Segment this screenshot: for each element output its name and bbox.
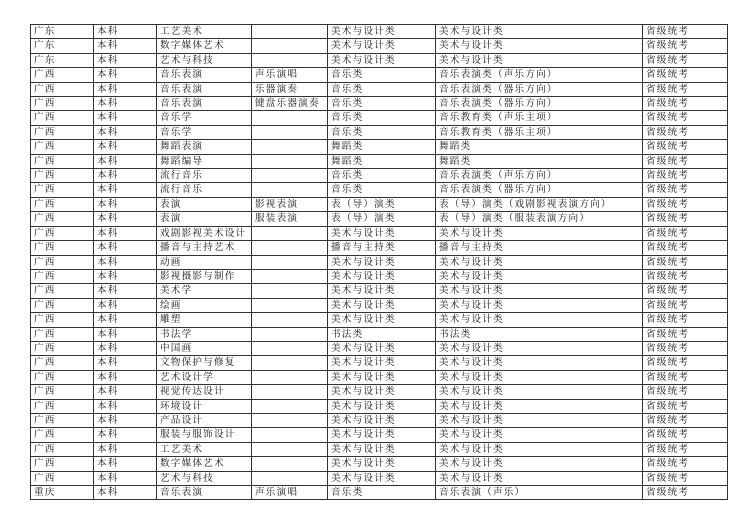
direction-cell xyxy=(252,125,328,139)
exam-type-cell: 美术与设计类 xyxy=(436,385,643,399)
level-cell: 本科 xyxy=(94,25,157,39)
table-row xyxy=(31,313,728,327)
exam-type-cell: 美术与设计类 xyxy=(436,226,643,240)
category-cell: 美术与设计类 xyxy=(328,25,436,39)
level-cell: 本科 xyxy=(94,413,157,427)
exam-level-cell: 省级统考 xyxy=(643,356,728,370)
table-row xyxy=(31,140,728,154)
table-row xyxy=(31,53,728,67)
province-cell: 广西 xyxy=(31,457,94,471)
exam-level-cell: 省级统考 xyxy=(643,183,728,197)
level-cell: 本科 xyxy=(94,39,157,53)
exam-type-cell: 美术与设计类 xyxy=(436,284,643,298)
major-cell: 数字媒体艺术 xyxy=(157,39,252,53)
major-cell: 流行音乐 xyxy=(157,169,252,183)
table-row xyxy=(31,341,728,355)
category-cell: 美术与设计类 xyxy=(328,385,436,399)
direction-cell xyxy=(252,53,328,67)
exam-level-cell: 省级统考 xyxy=(643,39,728,53)
province-cell: 广西 xyxy=(31,442,94,456)
exam-type-cell: 音乐教育类（器乐主项） xyxy=(436,125,643,139)
province-cell: 广西 xyxy=(31,313,94,327)
exam-type-cell: 播音与主持类 xyxy=(436,241,643,255)
exam-level-cell: 省级统考 xyxy=(643,154,728,168)
level-cell: 本科 xyxy=(94,428,157,442)
exam-type-cell: 美术与设计类 xyxy=(436,457,643,471)
exam-type-cell: 美术与设计类 xyxy=(436,298,643,312)
exam-level-cell: 省级统考 xyxy=(643,399,728,413)
direction-cell xyxy=(252,111,328,125)
exam-type-cell: 美术与设计类 xyxy=(436,39,643,53)
exam-level-cell: 省级统考 xyxy=(643,82,728,96)
exam-type-cell: 美术与设计类 xyxy=(436,341,643,355)
major-cell: 艺术与科技 xyxy=(157,53,252,67)
category-cell: 美术与设计类 xyxy=(328,298,436,312)
major-cell: 服装与服饰设计 xyxy=(157,428,252,442)
exam-type-cell: 音乐表演类（声乐方向） xyxy=(436,169,643,183)
category-cell: 舞蹈类 xyxy=(328,154,436,168)
exam-type-cell: 音乐表演类（器乐方向） xyxy=(436,183,643,197)
province-cell: 广西 xyxy=(31,197,94,211)
category-cell: 音乐类 xyxy=(328,68,436,82)
table-row xyxy=(31,241,728,255)
exam-level-cell: 省级统考 xyxy=(643,471,728,485)
province-cell: 广西 xyxy=(31,212,94,226)
direction-cell xyxy=(252,269,328,283)
category-cell: 美术与设计类 xyxy=(328,284,436,298)
exam-type-cell: 美术与设计类 xyxy=(436,428,643,442)
province-cell: 广西 xyxy=(31,241,94,255)
level-cell: 本科 xyxy=(94,125,157,139)
level-cell: 本科 xyxy=(94,457,157,471)
direction-cell xyxy=(252,241,328,255)
level-cell: 本科 xyxy=(94,169,157,183)
province-cell: 广西 xyxy=(31,169,94,183)
direction-cell xyxy=(252,25,328,39)
exam-type-cell: 美术与设计类 xyxy=(436,399,643,413)
exam-level-cell: 省级统考 xyxy=(643,53,728,67)
table-row xyxy=(31,442,728,456)
exam-type-cell: 书法类 xyxy=(436,327,643,341)
exam-type-cell: 表（导）演类（服装表演方向） xyxy=(436,212,643,226)
category-cell: 美术与设计类 xyxy=(328,255,436,269)
major-cell: 书法学 xyxy=(157,327,252,341)
exam-level-cell: 省级统考 xyxy=(643,327,728,341)
exam-level-cell: 省级统考 xyxy=(643,385,728,399)
level-cell: 本科 xyxy=(94,471,157,485)
major-cell: 中国画 xyxy=(157,341,252,355)
exam-type-cell: 美术与设计类 xyxy=(436,442,643,456)
category-cell: 音乐类 xyxy=(328,125,436,139)
exam-level-cell: 省级统考 xyxy=(643,25,728,39)
table-body xyxy=(31,25,728,500)
level-cell: 本科 xyxy=(94,183,157,197)
province-cell: 广东 xyxy=(31,25,94,39)
category-cell: 舞蹈类 xyxy=(328,140,436,154)
province-cell: 广西 xyxy=(31,82,94,96)
province-cell: 广西 xyxy=(31,154,94,168)
major-cell: 舞蹈编导 xyxy=(157,154,252,168)
exam-type-cell: 音乐表演（声乐） xyxy=(436,486,643,500)
level-cell: 本科 xyxy=(94,154,157,168)
table-row xyxy=(31,169,728,183)
province-cell: 广东 xyxy=(31,53,94,67)
category-cell: 美术与设计类 xyxy=(328,428,436,442)
exam-level-cell: 省级统考 xyxy=(643,442,728,456)
direction-cell xyxy=(252,226,328,240)
category-cell: 美术与设计类 xyxy=(328,226,436,240)
table-row xyxy=(31,226,728,240)
level-cell: 本科 xyxy=(94,370,157,384)
table-row xyxy=(31,125,728,139)
exam-type-cell: 美术与设计类 xyxy=(436,370,643,384)
direction-cell xyxy=(252,399,328,413)
direction-cell xyxy=(252,284,328,298)
table-row xyxy=(31,97,728,111)
direction-cell: 乐器演奏 xyxy=(252,82,328,96)
table-row xyxy=(31,327,728,341)
exam-level-cell: 省级统考 xyxy=(643,269,728,283)
province-cell: 广西 xyxy=(31,370,94,384)
exam-type-cell: 美术与设计类 xyxy=(436,471,643,485)
table-row xyxy=(31,111,728,125)
table-row xyxy=(31,486,728,500)
exam-level-cell: 省级统考 xyxy=(643,486,728,500)
major-cell: 美术学 xyxy=(157,284,252,298)
major-cell: 音乐学 xyxy=(157,111,252,125)
exam-level-cell: 省级统考 xyxy=(643,341,728,355)
province-cell: 广西 xyxy=(31,111,94,125)
table-row xyxy=(31,39,728,53)
category-cell: 美术与设计类 xyxy=(328,471,436,485)
level-cell: 本科 xyxy=(94,241,157,255)
category-cell: 美术与设计类 xyxy=(328,370,436,384)
exam-type-cell: 美术与设计类 xyxy=(436,356,643,370)
direction-cell xyxy=(252,327,328,341)
exam-level-cell: 省级统考 xyxy=(643,298,728,312)
table-row xyxy=(31,457,728,471)
level-cell: 本科 xyxy=(94,356,157,370)
level-cell: 本科 xyxy=(94,68,157,82)
table-row xyxy=(31,284,728,298)
level-cell: 本科 xyxy=(94,442,157,456)
table-row xyxy=(31,385,728,399)
level-cell: 本科 xyxy=(94,197,157,211)
table-row xyxy=(31,428,728,442)
province-cell: 广西 xyxy=(31,269,94,283)
exam-level-cell: 省级统考 xyxy=(643,313,728,327)
major-cell: 艺术设计学 xyxy=(157,370,252,384)
direction-cell xyxy=(252,471,328,485)
level-cell: 本科 xyxy=(94,111,157,125)
exam-type-cell: 美术与设计类 xyxy=(436,25,643,39)
category-cell: 音乐类 xyxy=(328,169,436,183)
level-cell: 本科 xyxy=(94,298,157,312)
category-cell: 音乐类 xyxy=(328,486,436,500)
exam-type-cell: 音乐表演类（器乐方向） xyxy=(436,97,643,111)
major-cell: 音乐表演 xyxy=(157,97,252,111)
exam-level-cell: 省级统考 xyxy=(643,241,728,255)
province-cell: 广西 xyxy=(31,413,94,427)
direction-cell: 声乐演唱 xyxy=(252,486,328,500)
province-cell: 广西 xyxy=(31,183,94,197)
level-cell: 本科 xyxy=(94,486,157,500)
exam-level-cell: 省级统考 xyxy=(643,370,728,384)
exam-level-cell: 省级统考 xyxy=(643,125,728,139)
major-cell: 文物保护与修复 xyxy=(157,356,252,370)
direction-cell: 键盘乐器演奏 xyxy=(252,97,328,111)
exam-level-cell: 省级统考 xyxy=(643,457,728,471)
direction-cell xyxy=(252,457,328,471)
province-cell: 广西 xyxy=(31,125,94,139)
direction-cell xyxy=(252,341,328,355)
table-row xyxy=(31,298,728,312)
table-row xyxy=(31,255,728,269)
direction-cell xyxy=(252,428,328,442)
province-cell: 广西 xyxy=(31,327,94,341)
major-cell: 影视摄影与制作 xyxy=(157,269,252,283)
province-cell: 广东 xyxy=(31,39,94,53)
major-cell: 戏剧影视美术设计 xyxy=(157,226,252,240)
level-cell: 本科 xyxy=(94,140,157,154)
category-cell: 美术与设计类 xyxy=(328,341,436,355)
major-cell: 艺术与科技 xyxy=(157,471,252,485)
table-row xyxy=(31,82,728,96)
major-cell: 动画 xyxy=(157,255,252,269)
province-cell: 重庆 xyxy=(31,486,94,500)
level-cell: 本科 xyxy=(94,226,157,240)
category-cell: 美术与设计类 xyxy=(328,413,436,427)
province-cell: 广西 xyxy=(31,471,94,485)
major-cell: 音乐表演 xyxy=(157,486,252,500)
level-cell: 本科 xyxy=(94,53,157,67)
category-cell: 美术与设计类 xyxy=(328,269,436,283)
province-cell: 广西 xyxy=(31,68,94,82)
level-cell: 本科 xyxy=(94,97,157,111)
province-cell: 广西 xyxy=(31,298,94,312)
major-cell: 表演 xyxy=(157,212,252,226)
category-cell: 美术与设计类 xyxy=(328,457,436,471)
exam-level-cell: 省级统考 xyxy=(643,413,728,427)
major-cell: 数字媒体艺术 xyxy=(157,457,252,471)
direction-cell: 声乐演唱 xyxy=(252,68,328,82)
exam-type-cell: 美术与设计类 xyxy=(436,413,643,427)
table-row xyxy=(31,471,728,485)
table-row xyxy=(31,25,728,39)
exam-level-cell: 省级统考 xyxy=(643,226,728,240)
exam-type-cell: 舞蹈类 xyxy=(436,140,643,154)
category-cell: 音乐类 xyxy=(328,82,436,96)
exam-level-cell: 省级统考 xyxy=(643,197,728,211)
admissions-table xyxy=(30,24,728,500)
direction-cell xyxy=(252,370,328,384)
table-row xyxy=(31,183,728,197)
major-cell: 流行音乐 xyxy=(157,183,252,197)
direction-cell: 影视表演 xyxy=(252,197,328,211)
major-cell: 环境设计 xyxy=(157,399,252,413)
province-cell: 广西 xyxy=(31,356,94,370)
table-row xyxy=(31,212,728,226)
exam-level-cell: 省级统考 xyxy=(643,255,728,269)
major-cell: 产品设计 xyxy=(157,413,252,427)
exam-type-cell: 舞蹈类 xyxy=(436,154,643,168)
exam-type-cell: 美术与设计类 xyxy=(436,255,643,269)
major-cell: 绘画 xyxy=(157,298,252,312)
major-cell: 表演 xyxy=(157,197,252,211)
major-cell: 工艺美术 xyxy=(157,25,252,39)
exam-level-cell: 省级统考 xyxy=(643,284,728,298)
level-cell: 本科 xyxy=(94,255,157,269)
exam-level-cell: 省级统考 xyxy=(643,428,728,442)
category-cell: 美术与设计类 xyxy=(328,399,436,413)
category-cell: 播音与主持类 xyxy=(328,241,436,255)
province-cell: 广西 xyxy=(31,399,94,413)
major-cell: 音乐学 xyxy=(157,125,252,139)
table-row xyxy=(31,197,728,211)
direction-cell xyxy=(252,385,328,399)
direction-cell xyxy=(252,356,328,370)
category-cell: 美术与设计类 xyxy=(328,39,436,53)
direction-cell xyxy=(252,154,328,168)
category-cell: 美术与设计类 xyxy=(328,53,436,67)
exam-type-cell: 美术与设计类 xyxy=(436,53,643,67)
direction-cell xyxy=(252,255,328,269)
province-cell: 广西 xyxy=(31,140,94,154)
exam-type-cell: 表（导）演类（戏剧影视表演方向） xyxy=(436,197,643,211)
major-cell: 播音与主持艺术 xyxy=(157,241,252,255)
category-cell: 书法类 xyxy=(328,327,436,341)
direction-cell xyxy=(252,169,328,183)
level-cell: 本科 xyxy=(94,82,157,96)
exam-type-cell: 音乐教育类（声乐主项） xyxy=(436,111,643,125)
province-cell: 广西 xyxy=(31,428,94,442)
direction-cell xyxy=(252,442,328,456)
level-cell: 本科 xyxy=(94,284,157,298)
province-cell: 广西 xyxy=(31,284,94,298)
direction-cell xyxy=(252,413,328,427)
exam-type-cell: 音乐表演类（声乐方向） xyxy=(436,68,643,82)
table-row xyxy=(31,154,728,168)
category-cell: 音乐类 xyxy=(328,111,436,125)
province-cell: 广西 xyxy=(31,97,94,111)
direction-cell xyxy=(252,183,328,197)
table-row xyxy=(31,370,728,384)
direction-cell: 服装表演 xyxy=(252,212,328,226)
exam-level-cell: 省级统考 xyxy=(643,140,728,154)
major-cell: 视觉传达设计 xyxy=(157,385,252,399)
exam-level-cell: 省级统考 xyxy=(643,68,728,82)
category-cell: 表（导）演类 xyxy=(328,212,436,226)
direction-cell xyxy=(252,140,328,154)
exam-level-cell: 省级统考 xyxy=(643,169,728,183)
category-cell: 音乐类 xyxy=(328,97,436,111)
category-cell: 美术与设计类 xyxy=(328,356,436,370)
province-cell: 广西 xyxy=(31,341,94,355)
table-row xyxy=(31,356,728,370)
level-cell: 本科 xyxy=(94,399,157,413)
province-cell: 广西 xyxy=(31,385,94,399)
exam-type-cell: 美术与设计类 xyxy=(436,269,643,283)
table-row xyxy=(31,413,728,427)
direction-cell xyxy=(252,313,328,327)
major-cell: 雕塑 xyxy=(157,313,252,327)
direction-cell xyxy=(252,298,328,312)
exam-level-cell: 省级统考 xyxy=(643,111,728,125)
table-row xyxy=(31,68,728,82)
level-cell: 本科 xyxy=(94,212,157,226)
exam-type-cell: 美术与设计类 xyxy=(436,313,643,327)
major-cell: 舞蹈表演 xyxy=(157,140,252,154)
major-cell: 音乐表演 xyxy=(157,82,252,96)
direction-cell xyxy=(252,39,328,53)
level-cell: 本科 xyxy=(94,341,157,355)
table-row xyxy=(31,399,728,413)
exam-level-cell: 省级统考 xyxy=(643,97,728,111)
category-cell: 音乐类 xyxy=(328,183,436,197)
major-cell: 音乐表演 xyxy=(157,68,252,82)
category-cell: 表（导）演类 xyxy=(328,197,436,211)
category-cell: 美术与设计类 xyxy=(328,442,436,456)
category-cell: 美术与设计类 xyxy=(328,313,436,327)
exam-type-cell: 音乐表演类（器乐方向） xyxy=(436,82,643,96)
level-cell: 本科 xyxy=(94,385,157,399)
province-cell: 广西 xyxy=(31,255,94,269)
level-cell: 本科 xyxy=(94,269,157,283)
exam-level-cell: 省级统考 xyxy=(643,212,728,226)
level-cell: 本科 xyxy=(94,313,157,327)
major-cell: 工艺美术 xyxy=(157,442,252,456)
province-cell: 广西 xyxy=(31,226,94,240)
table-row xyxy=(31,269,728,283)
level-cell: 本科 xyxy=(94,327,157,341)
